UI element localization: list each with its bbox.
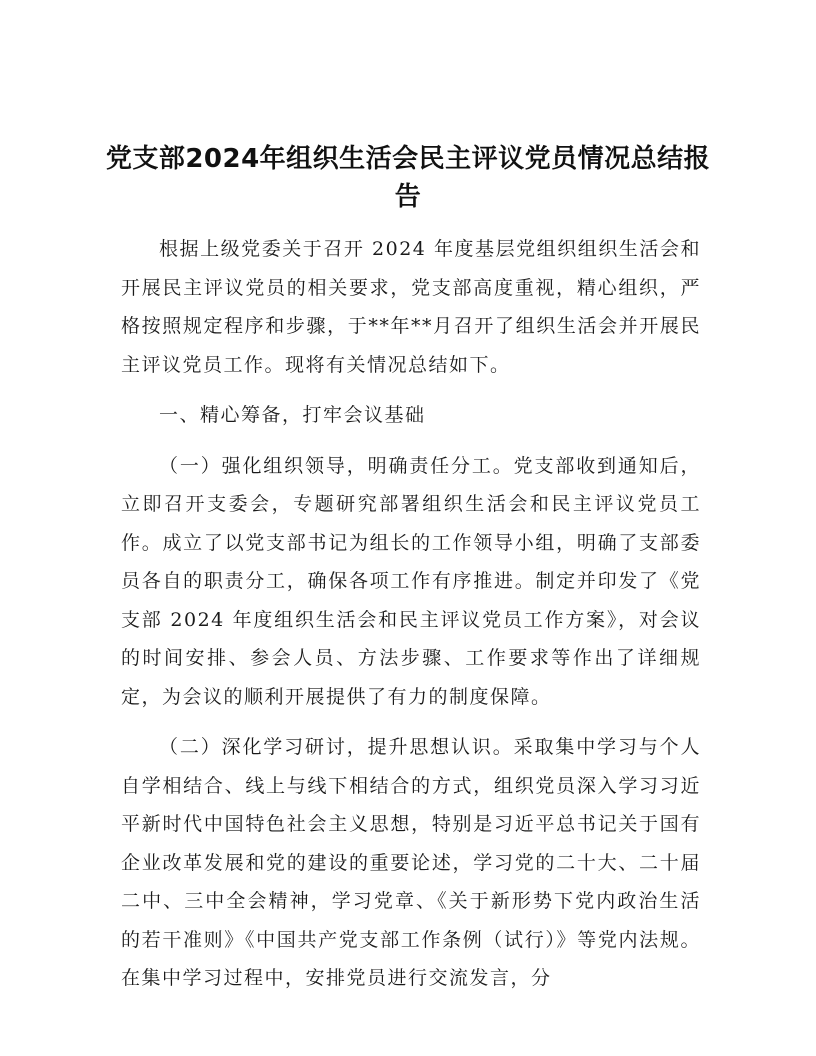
intro-paragraph: 根据上级党委关于召开 2024 年度基层党组织组织生活会和开展民主评议党员的相关要求，党支部高度重视，精心组织，严格按照规定程序和步骤，于**年**月召开了组织生活会并开展民主评议党员工作。现将有关情况总结如下。 — [121, 238, 701, 376]
document-title: 党支部2024年组织生活会民主评议党员情况总结报告 — [105, 144, 711, 212]
section-heading-1: 一、精心筹备，打牢会议基础 — [159, 404, 426, 426]
subsection-paragraph-2: （二）深化学习研讨，提升思想认识。采取集中学习与个人自学相结合、线上与线下相结合的方式，组织党员深入学习习近平新时代中国特色社会主义思想，特别是习近平总书记关于国有企业改革发展和党的建设的重要论述，学习党的二十大、二十届二中、三中全会精神，学习党章、《关于新形势下党内政治生活的若干准则》《中国共产党支部工作条例（试行）》等党内法规。在集中学习过程中，安排党员进行交流发言，分 — [121, 736, 701, 989]
document-body — [121, 230, 701, 998]
subsection-paragraph-1: （一）强化组织领导，明确责任分工。党支部收到通知后，立即召开支委会，专题研究部署组织生活会和民主评议党员工作。成立了以党支部书记为组长的工作领导小组，明确了支部委员各自的职责分工，确保各项工作有序推进。制定并印发了《党支部 2024 年度组织生活会和民主评议党员工作方案》，对会议的时间安排、参会人员、方法步骤、工作要求等作出了详细规定，为会议的顺利开展提供了有力的制度保障。 — [121, 454, 701, 708]
